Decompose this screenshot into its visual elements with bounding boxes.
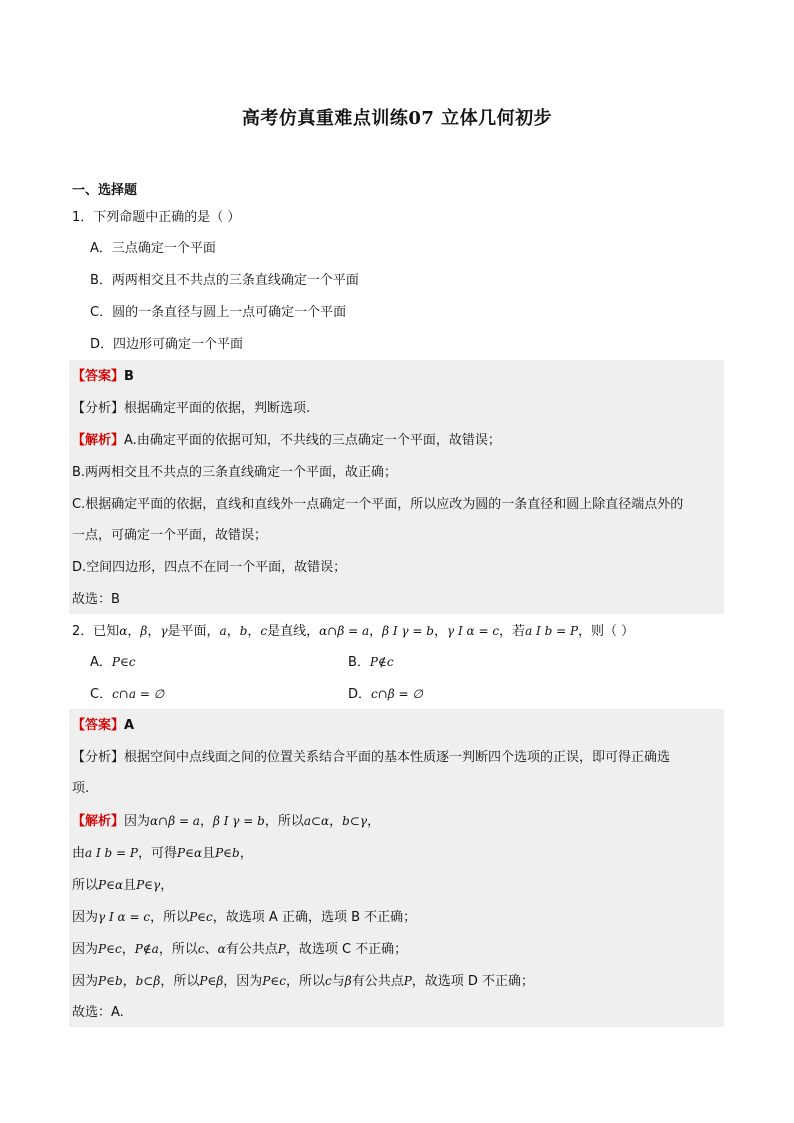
q1-option-a: A．三点确定一个平面 [90, 241, 216, 256]
q1-option-b: B．两两相交且不共点的三条直线确定一个平面 [90, 273, 359, 288]
q1-answer [72, 368, 134, 386]
q1-stem: 1．下列命题中正确的是（ ） [72, 210, 241, 225]
q2-solution-line-4: 因为γ I α = c，所以P∈c，故选项 A 正确，选项 B 不正确； [72, 910, 417, 925]
q2-option-c: C．c∩a = ∅ [90, 687, 165, 702]
q2-option-d: D．c∩β = ∅ [348, 687, 423, 702]
analysis-label: 【分析】 [72, 750, 125, 765]
q2-final: 故选：A. [72, 1005, 124, 1020]
section-heading: 一、选择题 [72, 183, 138, 198]
q1-option-d: D．四边形可确定一个平面 [90, 337, 244, 352]
analysis-label: 【分析】 [72, 401, 125, 416]
q2-solution-line-3: 所以P∈α且P∈γ， [72, 878, 174, 893]
q2-answer [72, 717, 134, 735]
q1-solution-line-5: D.空间四边形，四点不在同一个平面，故错误； [72, 560, 347, 575]
q2-stem: 2．已知α，β，γ是平面，a，b，c是直线，α∩β = a，β I γ = b，γ I α = c，若a I b = P，则（ ） [72, 624, 635, 639]
q2-option-b: B．P∉c [348, 655, 394, 670]
q2-solution-line-1: 【解析】因为α∩β = a，β I γ = b，所以a⊂α，b⊂γ， [72, 814, 381, 829]
q2-solution-line-5: 因为P∈c，P∉a，所以c、α有公共点P，故选项 C 不正确； [72, 942, 408, 957]
solution-label: 【解析】 [72, 433, 125, 448]
q2-option-a: A．P∈c [90, 655, 136, 670]
solution-label: 【解析】 [72, 814, 125, 829]
answer-value: B [124, 369, 134, 384]
q1-analysis [72, 400, 310, 418]
q2-solution-line-2: 由a I b = P，可得P∈α且P∈b， [72, 846, 253, 861]
q1-solution-line-1: 【解析】A.由确定平面的依据可知，不共线的三点确定一个平面，故错误； [72, 433, 501, 448]
q2-analysis-line-2: 项. [72, 781, 90, 796]
answer-label: 【答案】 [72, 718, 125, 733]
q2-analysis-line-1: 【分析】根据空间中点线面之间的位置关系结合平面的基本性质逐一判断四个选项的正误，即可得正确选 [72, 750, 671, 765]
answer-label: 【答案】 [72, 369, 125, 384]
page-title: 高考仿真重难点训练07 立体几何初步 [241, 108, 553, 129]
q2-solution-line-6: 因为P∈b，b⊂β，所以P∈β，因为P∈c，所以c与β有公共点P，故选项 D 不正确； [72, 974, 535, 989]
q1-solution-line-3: C.根据确定平面的依据，直线和直线外一点确定一个平面，所以应改为圆的一条直径和圆上除直径端点外的 [72, 497, 684, 512]
analysis-text: 根据确定平面的依据，判断选项. [124, 401, 311, 416]
answer-value: A [124, 718, 135, 733]
q1-solution-line-2: B.两两相交且不共点的三条直线确定一个平面，故正确； [72, 465, 398, 480]
q1-option-c: C．圆的一条直径与圆上一点可确定一个平面 [90, 305, 347, 320]
q1-solution-line-4: 一点，可确定一个平面，故错误； [72, 528, 268, 543]
q1-final: 故选：B [72, 592, 120, 607]
